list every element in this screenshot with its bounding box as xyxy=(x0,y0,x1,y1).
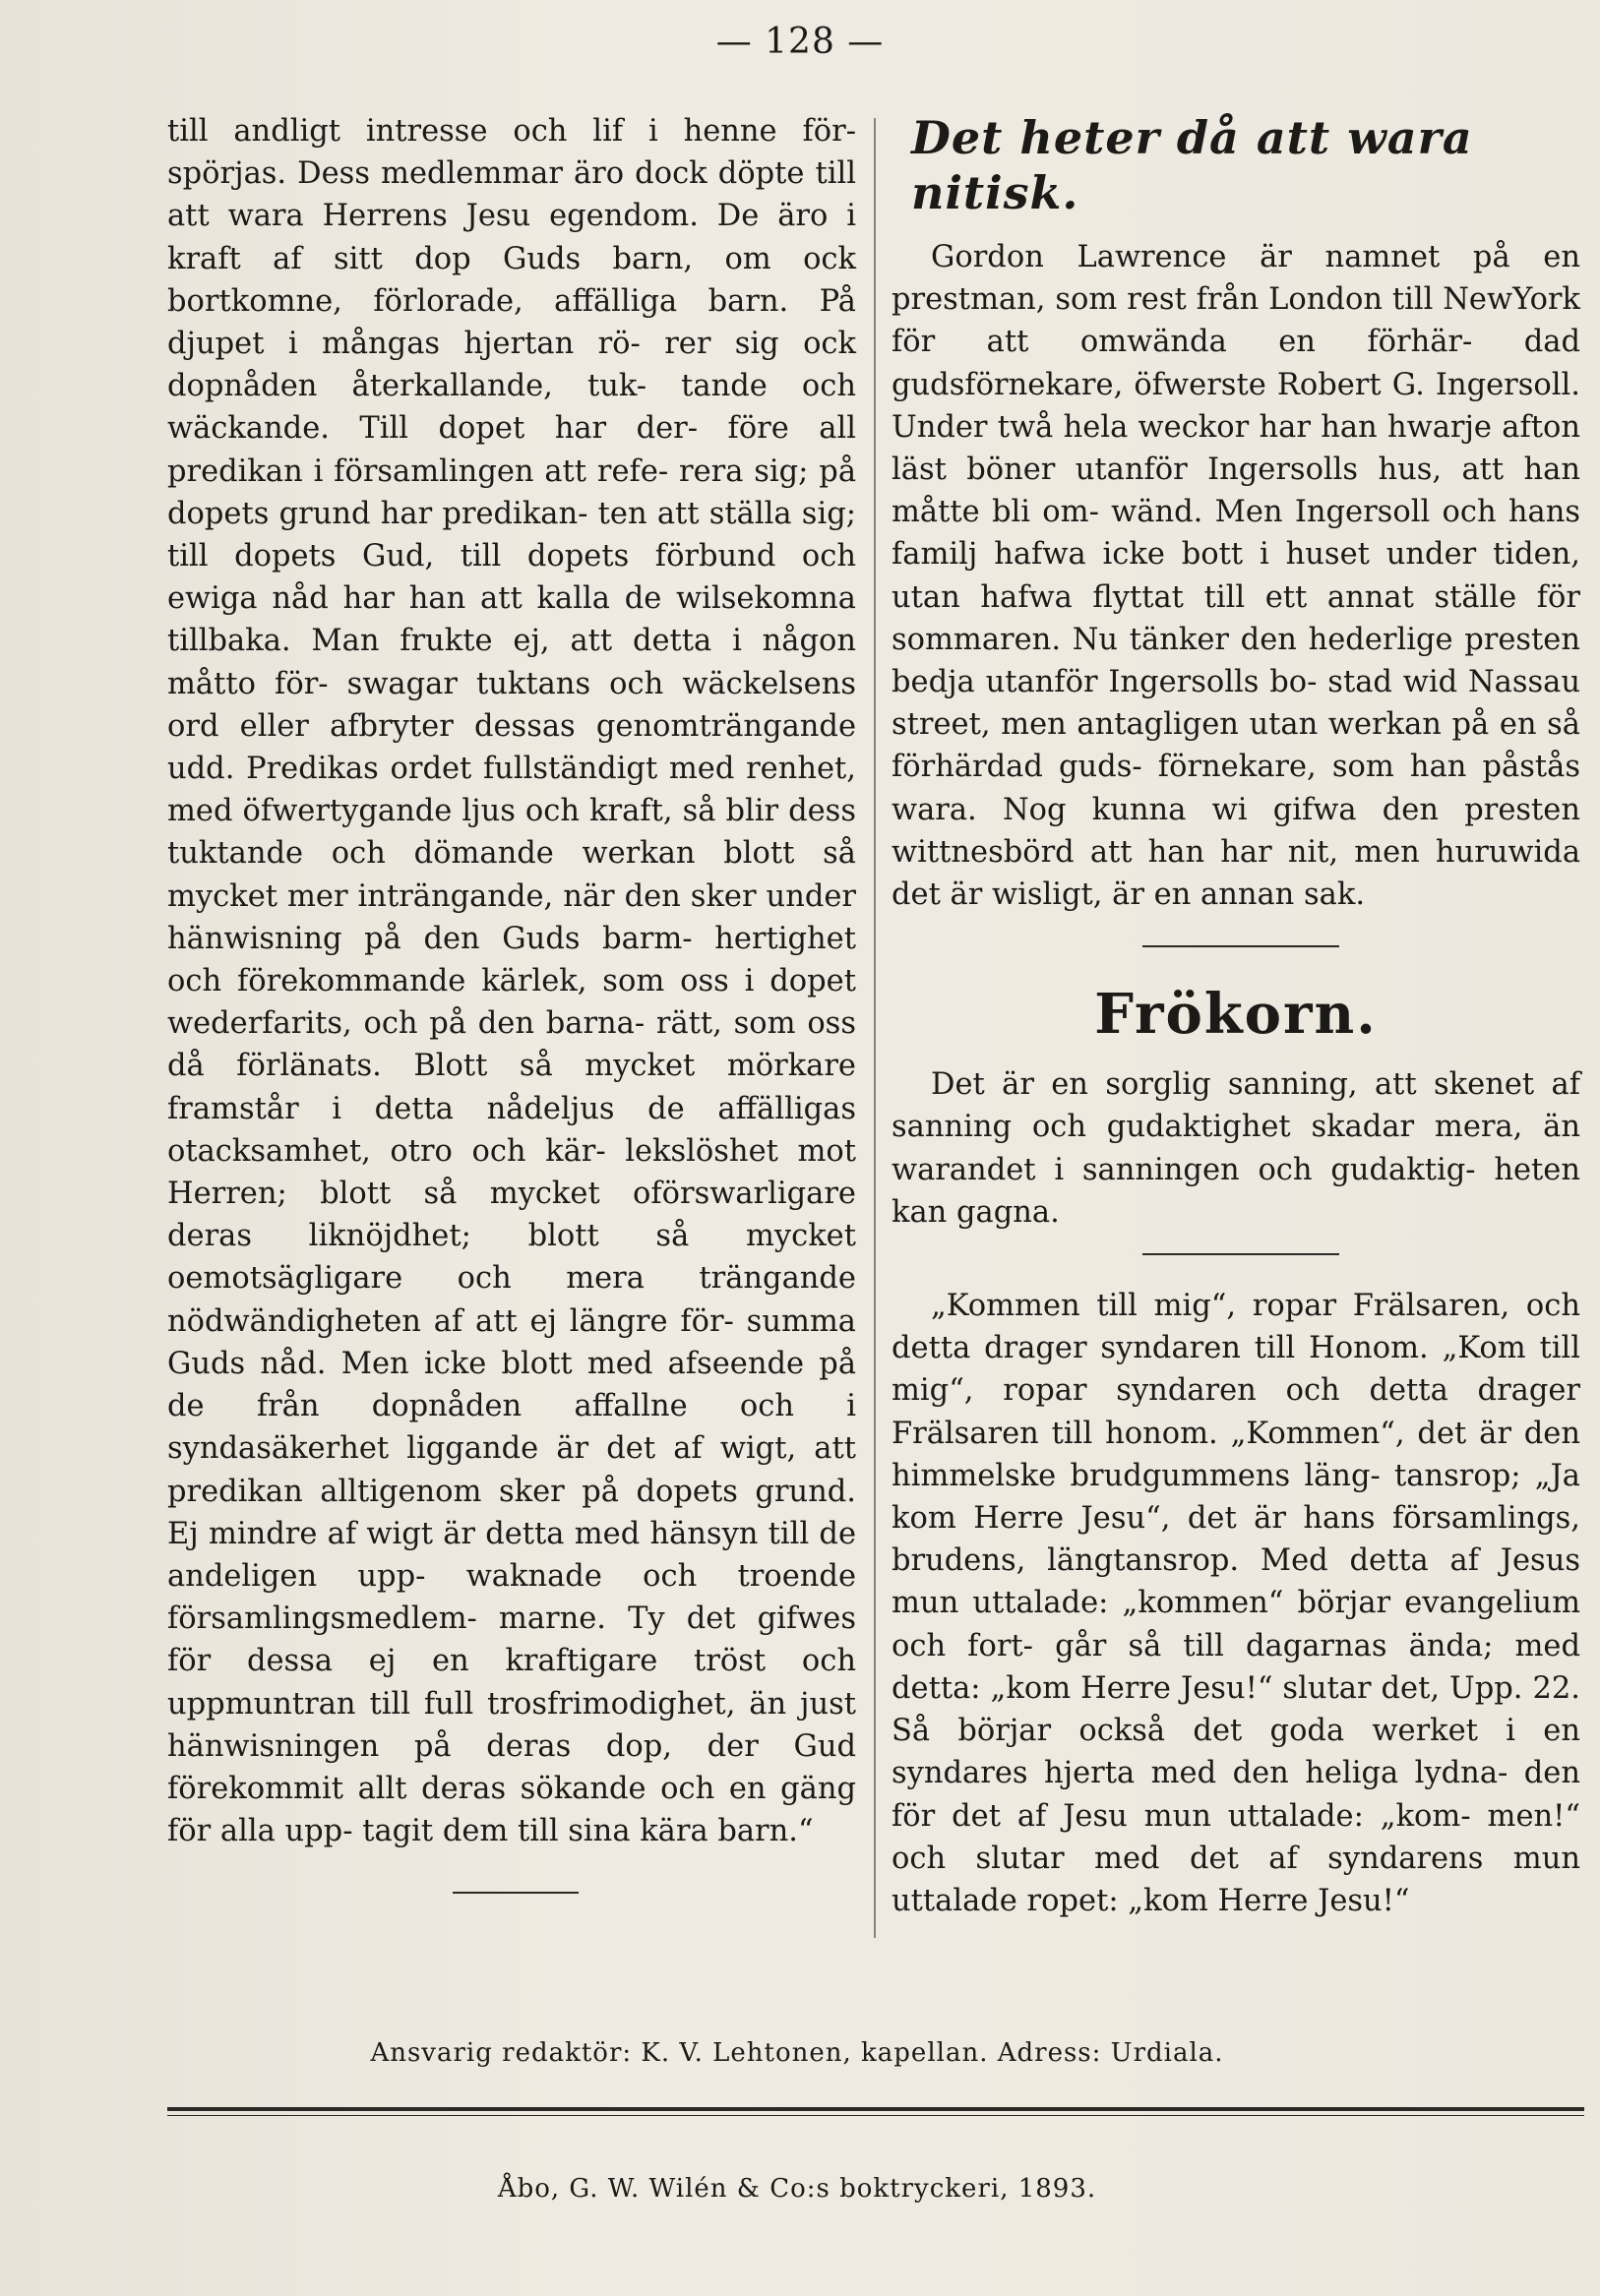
editor-line: Ansvarig redaktör: K. V. Lehtonen, kapellan. Adress: Urdiala. xyxy=(370,2038,1224,2068)
section-heading: Frökorn. xyxy=(1094,982,1378,1048)
left-column-paragraph: till andligt intresse och lif i henne för- spörjas. Dess medlemmar äro dock döpte till att wara Herrens Jesu egendom. De äro i kraft af sitt dop Guds barn, om ock bortkomne, förlorade, affälliga barn. På djupet i mångas hjertan rö- rer sig ock dopnåden återkallande, tuk- tande och wäckande. Till dopet har der- före all predikan i församlingen att refe- rera sig; på dopets grund har predikan- ten att ställa sig; till dopets Gud, till dopets förbund och ewiga nåd har han att kalla de wilsekomna tillbaka. Man frukte ej, att detta i någon måtto för- swagar tuktans och wäckelsens ord eller afbryter dessas genomträngande udd. Predikas ordet fullständigt med renhet, med öfwertygande ljus och kraft, så blir dess tuktande och dömande werkan blott så mycket mer inträngande, när den sker under hänwisning på den Guds barm- hertighet och förekommande kärlek, som oss i dopet wederfarits, och på den barna- rätt, som oss då förlänats. Blott så mycket mörkare framstår i detta nådeljus de affälligas otacksamhet, otro och kär- lekslöshet mot Herren; blott så mycket oförswarligare deras liknöjdhet; blott så mycket oemotsägligare och mera trängande nödwändigheten af att ej längre för- summa Guds nåd. Men icke blott med afseende på de från dopnåden affallne och i syndasäkerhet liggande är det af wigt, att predikan alltigenom sker på dopets grund. Ej mindre af wigt är detta med hänsyn till de andeligen upp- waknade och troende församlingsmedlem- marne. Ty det gifwes för dessa ej en kraftigare tröst och uppmuntran till full trosfrimodighet, än just hänwisningen på deras dop, der Gud förekommit allt deras sökande och en gäng för alla upp- tagit dem till sina kära barn.“ xyxy=(167,114,856,1849)
section-divider xyxy=(1142,945,1339,947)
aphorism-paragraph: „Kommen till mig“, ropar Frälsaren, och detta drager syndaren till Honom. „Kom till mig“, ropar syndaren och detta drager Frälsaren till honom. „Kommen“, det är den himmelske brudgummens läng- tansrop; „Ja kom Herre Jesu“, det är hans församlings, brudens, längtansrop. Med detta af Jesus mun uttalade: „kommen“ börjar evangelium och fort- går så till dagarnas ända; med detta: „kom Herre Jesu!“ slutar det, Upp. 22. Så börjar också det goda werket i en syndares hjerta med den heliga lydna- den för det af Jesu mun uttalade: „kom- men!“ och slutar med det af syndarens mun uttalade ropet: „kom Herre Jesu!“ xyxy=(892,1289,1580,1918)
left-column xyxy=(167,110,856,1894)
footer-rule xyxy=(167,2115,1584,2116)
article-paragraph: Gordon Lawrence är namnet på en prestman, som rest från London till NewYork för att omwända en förhär- dad gudsförnekare, öfwerste Robert G. Ingersoll. Under twå hela weckor har han hwarje afton läst böner utanför Ingersolls hus, att han måtte bli om- wänd. Men Ingersoll och hans familj hafwa icke bott i huset under tiden, utan hafwa flyttat till ett annat ställe för sommaren. Nu tänker den hederlige presten bedja utanför Ingersolls bo- stad wid Nassau street, men antagligen utan werkan på en så förhärdad guds- förnekare, som han påstås wara. Nog kunna wi gifwa den presten wittnesbörd att han har nit, men huruwida det är wisligt, är en annan sak. xyxy=(892,240,1580,913)
column-divider xyxy=(874,118,876,1938)
section-divider xyxy=(453,1892,579,1894)
section-divider xyxy=(1142,1253,1339,1255)
aphorism-paragraph: Det är en sorglig sanning, att skenet af sanning och gudaktighet skadar mera, än warandet i sanningen och gudaktig- heten kan gagna. xyxy=(892,1067,1580,1230)
printer-line: Åbo, G. W. Wilén & Co:s boktryckeri, 1893. xyxy=(497,2174,1097,2204)
footer-rule xyxy=(167,2107,1584,2111)
article-heading: Det heter då att wara nitisk. xyxy=(911,111,1473,219)
page-number: — 128 — xyxy=(715,22,885,62)
right-column xyxy=(892,110,1580,1922)
